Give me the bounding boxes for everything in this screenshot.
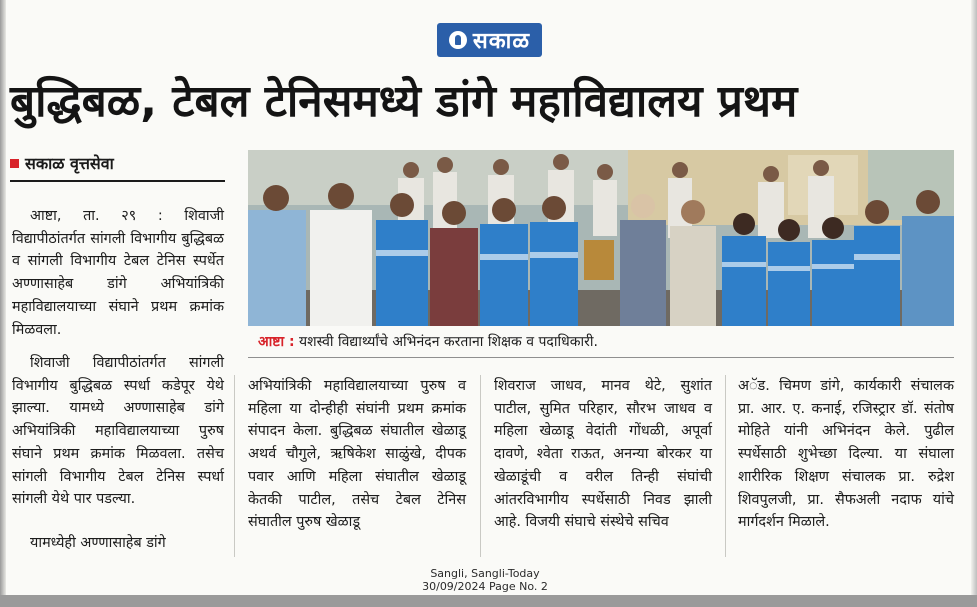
column-divider (480, 375, 481, 557)
article-column-1-intro (12, 205, 224, 341)
sakal-logo (437, 23, 542, 57)
page-edge-right (971, 0, 977, 595)
caption-place: आष्टा : (258, 334, 295, 350)
article-paragraph: शिवराज जाधव, मानव थेटे, सुशांत पाटील, सुमित परिहार, सौरभ जाधव व महिला खेळाडू वेदांती गोंधळी, अपूर्वा दावणे, श्वेता राऊत, अनन्या बोरकर या खेळाडूंची व वरील तिन्ही संघांची आंतरविभागीय स्पर्धेसाठी निवड झाली आहे. विजयी संघाचे संस्थेचे सचिव (494, 378, 712, 531)
byline-text: सकाळ वृत्तसेवा (25, 154, 114, 173)
caption-divider (248, 357, 954, 358)
byline-divider (10, 180, 225, 182)
article-column-3 (494, 375, 712, 534)
logo-text: सकाळ (472, 29, 531, 54)
article-column-4 (738, 375, 954, 534)
column-divider (234, 375, 235, 557)
article-column-2 (248, 375, 466, 534)
article-paragraph: अभियांत्रिकी महाविद्यालयाच्या पुरुष व महिला या दोन्हीही संघांनी प्रथम क्रमांक संपादन केला. बुद्धिबळ संघातील खेळाडू अथर्व चौगुले, ऋषिकेश साळुंखे, दीपक पवार आणि महिला संघातील खेळाडू केतकी पाटील, तसेच टेबल टेनिस संघातील पुरुष खेळाडू (248, 378, 466, 531)
date-page-label: 30/09/2024 Page No. 2 (422, 580, 548, 593)
group-photo-illustration (248, 150, 954, 326)
column-divider (725, 375, 726, 557)
edition-label: Sangli, Sangli-Today (430, 567, 540, 580)
article-paragraph: शिवाजी विद्यापीठांतर्गत सांगली विभागीय बुद्धिबळ स्पर्धा कडेपूर येथे झाल्या. यामध्ये अण्णासाहेब डांगे अभियांत्रिकी महाविद्यालयाच्या पुरुष संघाने प्रथम क्रमांक मिळवला. तसेच सांगली विभागीय टेबल टेनिस स्पर्धा सांगली येथे पार पडल्या. (12, 355, 224, 508)
byline-marker-icon (10, 159, 19, 168)
article-paragraph: अॅड. चिमण डांगे, कार्यकारी संचालक प्रा. आर. ए. कनाई, रजिस्ट्रार डॉ. संतोष मोहिते यांनी अभिनंदन केले. पुढील स्पर्धेसाठी शुभेच्छा दिल्या. या संघाला शारीरिक शिक्षण संचालक प्रा. रुद्रेश शिवपुलजी, प्रा. सैफअली नदाफ यांचे मार्गदर्शन मिळाले. (738, 378, 954, 531)
byline (10, 150, 114, 176)
headline: बुद्धिबळ, टेबल टेनिसमध्ये डांगे महाविद्यालय प्रथम (10, 76, 798, 127)
caption-text: यशस्वी विद्यार्थ्यांचे अभिनंदन करताना शिक्षक व पदाधिकारी. (299, 334, 598, 350)
flame-icon (449, 31, 467, 49)
article-column-1-body (12, 352, 224, 511)
page-edge-left (0, 0, 6, 595)
photo-caption (258, 331, 948, 353)
page-footer (400, 567, 570, 593)
article-column-1-end (12, 532, 224, 555)
article-paragraph: यामध्येही अण्णासाहेब डांगे (30, 535, 166, 551)
page-bottom-strip (0, 595, 977, 607)
article-paragraph: आष्टा, ता. २९ : शिवाजी विद्यापीठांतर्गत सांगली विभागीय बुद्धिबळ व सांगली विभागीय टेबल टेनिस स्पर्धेत अण्णासाहेब डांगे अभियांत्रिकी महाविद्यालयाच्या संघाने प्रथम क्रमांक मिळवला. (12, 208, 224, 338)
group-photo (248, 150, 954, 326)
